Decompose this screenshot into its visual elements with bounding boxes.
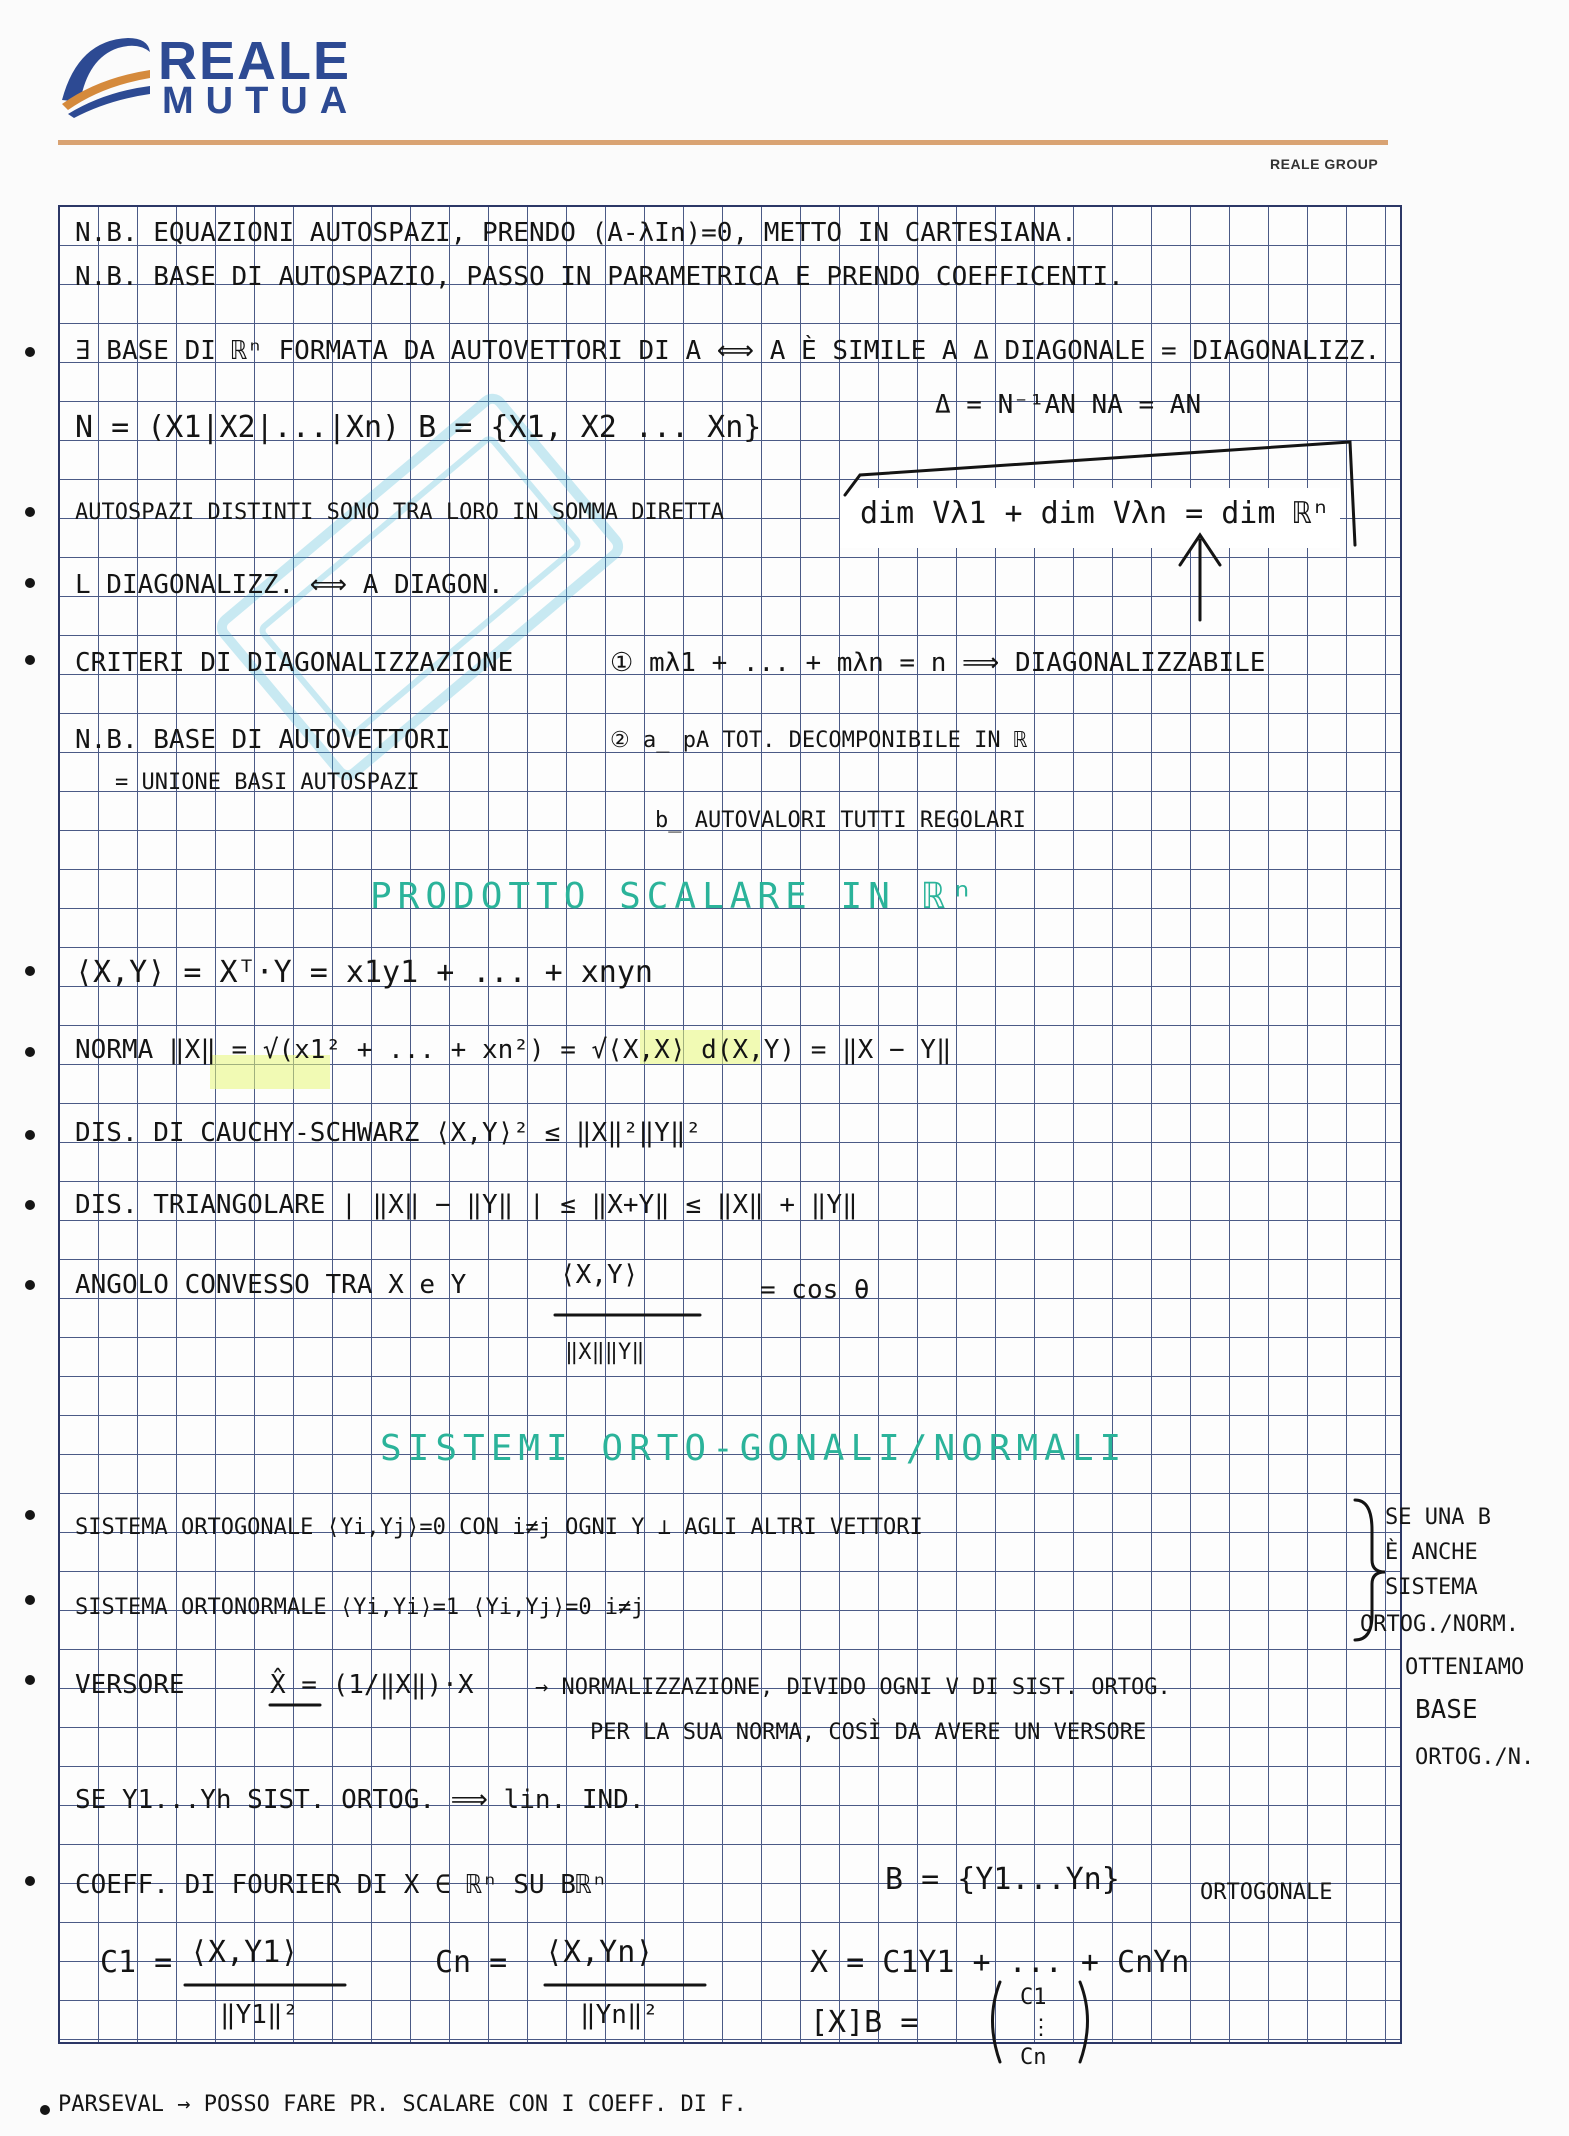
note-line: ⟨X,Y⟩ = Xᵀ·Y = x1y1 + ... + xnyn [75,955,653,990]
note-line: = cos θ [760,1275,870,1305]
vector-entry: Cn [1020,2045,1047,2070]
vector-entry: ⋮ [1030,2015,1052,2040]
note-line: VERSORE [75,1670,185,1700]
note-line: SISTEMA ORTOGONALE ⟨Yi,Yj⟩=0 CON i≠j OGNI Y ⊥ AGLI ALTRI VETTORI [75,1515,923,1540]
note-line: DIS. TRIANGOLARE | ‖X‖ − ‖Y‖ | ≤ ‖X+Y‖ ≤ ‖X‖ + ‖Y‖ [75,1190,858,1220]
note-line: N.B. BASE DI AUTOVETTORI [75,725,451,755]
section-title: PRODOTTO SCALARE IN ℝⁿ [370,876,979,917]
note-line: X = C1Y1 + ... + CnYn [810,1945,1190,1980]
note-line: DIS. DI CAUCHY-SCHWARZ ⟨X,Y⟩² ≤ ‖X‖²‖Y‖² [75,1118,702,1148]
note-line: N.B. EQUAZIONI AUTOSPAZI, PRENDO (A-λIn)=0, METTO IN CARTESIANA. [75,218,1077,248]
side-note: ORTOG./NORM. [1360,1612,1519,1637]
fraction-denominator: ‖Y1‖² [220,2000,299,2030]
formula-label: [X]B = [810,2005,919,2040]
side-note: SISTEMA [1385,1575,1478,1600]
fraction-denominator: ‖Yn‖² [580,2000,659,2030]
note-line: CRITERI DI DIAGONALIZZAZIONE [75,648,514,678]
note-line: AUTOSPAZI DISTINTI SONO TRA LORO IN SOMMA DIRETTA [75,500,725,525]
note-line: B = {Y1...Yn} [885,1862,1120,1897]
note-line: SISTEMA ORTONORMALE ⟨Yi,Yi⟩=1 ⟨Yi,Yj⟩=0 i≠j [75,1595,645,1620]
formula-label: C1 = [100,1945,173,1980]
vector-entry: C1 [1020,1985,1047,2010]
note-line: L DIAGONALIZZ. ⟺ A DIAGON. [75,570,504,600]
note-line: X̂ = (1/‖X‖)·X [270,1670,474,1700]
note-line: N = (X1|X2|...|Xn) B = {X1, X2 ... Xn} [75,410,762,445]
note-line: ② a_ pA TOT. DECOMPONIBILE IN ℝ [610,728,1028,753]
note-line: NORMA ‖X‖ = √(x1² + ... + xn²) = √⟨X,X⟩ d(X,Y) = ‖X − Y‖ [75,1035,952,1065]
note-line: SE Y1...Yh SIST. ORTOG. ⟹ lin. IND. [75,1785,645,1815]
brand-name: REALE [158,31,352,91]
note-line: ① mλ1 + ... + mλn = n ⟹ DIAGONALIZZABILE [610,648,1266,678]
fraction-numerator: ⟨X,Yn⟩ [545,1935,654,1970]
section-title: SISTEMI ORTO-GONALI/NORMALI [380,1428,1128,1469]
group-label: REALE GROUP [1270,156,1379,172]
fraction-numerator: ⟨X,Y⟩ [560,1260,639,1290]
note-line: dim Vλ1 + dim Vλn = dim ℝⁿ [860,496,1330,531]
note-line: → NORMALIZZAZIONE, DIVIDO OGNI V DI SIST. ORTOG. [535,1675,1171,1700]
footer-line: PARSEVAL → POSSO FARE PR. SCALARE CON I COEFF. DI F. [58,2092,747,2117]
fraction-denominator: ‖X‖‖Y‖ [565,1340,645,1365]
brand-subname: MUTUA [162,80,360,122]
note-line: N.B. BASE DI AUTOSPAZIO, PASSO IN PARAMETRICA E PRENDO COEFFICENTI. [75,262,1124,292]
note-line: COEFF. DI FOURIER DI X ∈ ℝⁿ SU Bℝⁿ [75,1870,608,1900]
note-line: ∃ BASE DI ℝⁿ FORMATA DA AUTOVETTORI DI A ⟺ A È SIMILE A Δ DIAGONALE = DIAGONALIZZ. [75,336,1381,366]
side-note: SE UNA B [1385,1505,1491,1530]
side-note: OTTENIAMO [1405,1655,1525,1680]
side-note: È ANCHE [1385,1540,1478,1565]
side-note: BASE [1415,1695,1478,1725]
note-line: ANGOLO CONVESSO TRA X e Y [75,1270,467,1300]
side-note: ORTOG./N. [1415,1745,1535,1770]
fraction-numerator: ⟨X,Y1⟩ [190,1935,299,1970]
formula-label: Cn = [435,1945,508,1980]
note-line: PER LA SUA NORMA, COSÌ DA AVERE UN VERSORE [590,1720,1147,1745]
note-line: = UNIONE BASI AUTOSPAZI [115,770,420,795]
note-line: ORTOGONALE [1200,1880,1333,1905]
note-line: b_ AUTOVALORI TUTTI REGOLARI [655,808,1026,833]
note-line: Δ = N⁻¹AN NA = AN [935,390,1202,420]
